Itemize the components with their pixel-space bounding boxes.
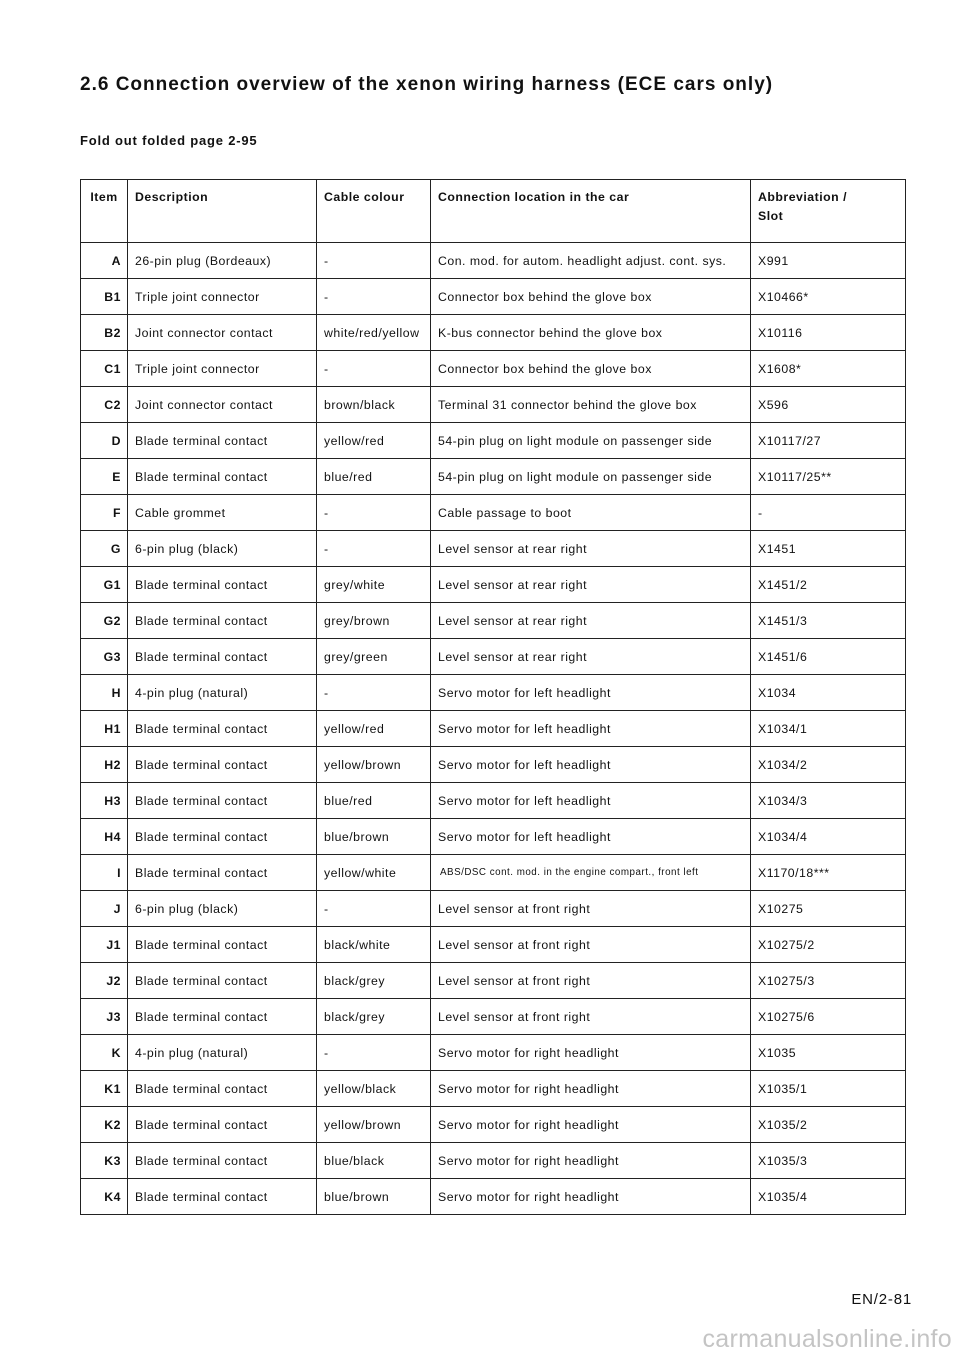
row-item: C2 (81, 387, 128, 423)
row-abbreviation: X1451 (751, 531, 906, 567)
row-location: Cable passage to boot (431, 495, 751, 531)
row-description: Blade terminal contact (128, 567, 317, 603)
row-description: Blade terminal contact (128, 711, 317, 747)
row-location: Servo motor for right headlight (431, 1071, 751, 1107)
row-cable-colour: black/grey (317, 963, 431, 999)
row-item: K4 (81, 1179, 128, 1215)
row-location: Servo motor for left headlight (431, 783, 751, 819)
header-cable-colour: Cable colour (317, 180, 431, 243)
row-abbreviation: X1034/1 (751, 711, 906, 747)
row-description: Blade terminal contact (128, 639, 317, 675)
row-cable-colour: blue/red (317, 459, 431, 495)
header-location: Connection location in the car (431, 180, 751, 243)
row-cable-colour: - (317, 279, 431, 315)
row-description: Blade terminal contact (128, 999, 317, 1035)
row-item: H1 (81, 711, 128, 747)
row-location: Connector box behind the glove box (431, 351, 751, 387)
row-item: A (81, 243, 128, 279)
table-row (81, 783, 906, 819)
row-cable-colour: - (317, 1035, 431, 1071)
row-item: F (81, 495, 128, 531)
row-abbreviation: X1034 (751, 675, 906, 711)
row-cable-colour: grey/green (317, 639, 431, 675)
row-item: G2 (81, 603, 128, 639)
row-item: J3 (81, 999, 128, 1035)
row-location: Level sensor at front right (431, 927, 751, 963)
row-item: G3 (81, 639, 128, 675)
row-description: Blade terminal contact (128, 783, 317, 819)
table-row (81, 1143, 906, 1179)
table-row (81, 963, 906, 999)
row-description: Blade terminal contact (128, 1107, 317, 1143)
header-description: Description (128, 180, 317, 243)
row-cable-colour: - (317, 243, 431, 279)
table-row (81, 1107, 906, 1143)
row-description: Blade terminal contact (128, 1179, 317, 1215)
header-abbreviation-line1: Abbreviation / (758, 190, 847, 204)
table-row (81, 819, 906, 855)
table-row (81, 639, 906, 675)
row-abbreviation: X1034/4 (751, 819, 906, 855)
row-location: Level sensor at front right (431, 999, 751, 1035)
row-abbreviation: X1170/18*** (751, 855, 906, 891)
row-item: K1 (81, 1071, 128, 1107)
row-cable-colour: blue/brown (317, 1179, 431, 1215)
row-location: Servo motor for right headlight (431, 1143, 751, 1179)
row-abbreviation: X1034/2 (751, 747, 906, 783)
row-description: Triple joint connector (128, 279, 317, 315)
row-description: Blade terminal contact (128, 927, 317, 963)
section-title: 2.6 Connection overview of the xenon wiring harness (ECE cars only) (80, 74, 774, 95)
row-abbreviation: X1035 (751, 1035, 906, 1071)
row-item: J (81, 891, 128, 927)
row-cable-colour: yellow/white (317, 855, 431, 891)
row-item: G (81, 531, 128, 567)
row-abbreviation: X991 (751, 243, 906, 279)
connection-table (80, 179, 906, 1215)
row-item: H4 (81, 819, 128, 855)
row-description: Blade terminal contact (128, 1143, 317, 1179)
table-body (81, 243, 906, 1215)
row-cable-colour: - (317, 531, 431, 567)
row-item: B2 (81, 315, 128, 351)
row-item: J1 (81, 927, 128, 963)
row-location: Connector box behind the glove box (431, 279, 751, 315)
row-item: E (81, 459, 128, 495)
table-row (81, 603, 906, 639)
row-abbreviation: X10275 (751, 891, 906, 927)
row-cable-colour: yellow/brown (317, 747, 431, 783)
row-description: 26-pin plug (Bordeaux) (128, 243, 317, 279)
row-item: K (81, 1035, 128, 1071)
row-item: H3 (81, 783, 128, 819)
table-row (81, 1179, 906, 1215)
row-item: I (81, 855, 128, 891)
table-row (81, 711, 906, 747)
row-cable-colour: grey/brown (317, 603, 431, 639)
table-row (81, 495, 906, 531)
row-description: 6-pin plug (black) (128, 891, 317, 927)
row-description: Blade terminal contact (128, 855, 317, 891)
table-header (81, 180, 906, 243)
row-location: 54-pin plug on light module on passenger side (431, 459, 751, 495)
row-cable-colour: black/white (317, 927, 431, 963)
row-item: G1 (81, 567, 128, 603)
row-abbreviation: X10275/2 (751, 927, 906, 963)
row-abbreviation: X1451/6 (751, 639, 906, 675)
row-abbreviation: X1034/3 (751, 783, 906, 819)
table-row (81, 891, 906, 927)
row-location: Level sensor at rear right (431, 603, 751, 639)
table-row (81, 675, 906, 711)
header-abbreviation (751, 180, 906, 243)
row-location: Level sensor at rear right (431, 567, 751, 603)
row-description: Cable grommet (128, 495, 317, 531)
row-item: J2 (81, 963, 128, 999)
row-cable-colour: - (317, 495, 431, 531)
row-description: Triple joint connector (128, 351, 317, 387)
table-row (81, 1071, 906, 1107)
row-description: Blade terminal contact (128, 423, 317, 459)
row-description: 4-pin plug (natural) (128, 675, 317, 711)
row-location: K-bus connector behind the glove box (431, 315, 751, 351)
row-location: Terminal 31 connector behind the glove box (431, 387, 751, 423)
row-location: Level sensor at rear right (431, 531, 751, 567)
row-abbreviation: X1035/3 (751, 1143, 906, 1179)
row-abbreviation: X10117/25** (751, 459, 906, 495)
table-header-row (81, 180, 906, 243)
table-row (81, 531, 906, 567)
row-abbreviation: X10466* (751, 279, 906, 315)
header-item: Item (81, 180, 128, 243)
row-location: Level sensor at front right (431, 891, 751, 927)
row-location: Level sensor at rear right (431, 639, 751, 675)
row-cable-colour: brown/black (317, 387, 431, 423)
page-number: EN/2-81 (851, 1291, 912, 1308)
row-location: Servo motor for left headlight (431, 819, 751, 855)
row-item: K3 (81, 1143, 128, 1179)
row-cable-colour: - (317, 891, 431, 927)
row-abbreviation: X10275/3 (751, 963, 906, 999)
row-cable-colour: yellow/brown (317, 1107, 431, 1143)
row-cable-colour: blue/black (317, 1143, 431, 1179)
row-location: Servo motor for left headlight (431, 675, 751, 711)
row-description: Blade terminal contact (128, 603, 317, 639)
row-description: 6-pin plug (black) (128, 531, 317, 567)
table-row (81, 567, 906, 603)
row-item: K2 (81, 1107, 128, 1143)
table-row (81, 279, 906, 315)
table-row (81, 747, 906, 783)
row-location: Con. mod. for autom. headlight adjust. cont. sys. (431, 243, 751, 279)
row-location: Level sensor at front right (431, 963, 751, 999)
row-cable-colour: yellow/red (317, 423, 431, 459)
row-abbreviation: X1451/3 (751, 603, 906, 639)
table-row (81, 351, 906, 387)
row-location: Servo motor for left headlight (431, 711, 751, 747)
row-abbreviation: X596 (751, 387, 906, 423)
table-row (81, 423, 906, 459)
row-location: Servo motor for left headlight (431, 747, 751, 783)
row-abbreviation: X10117/27 (751, 423, 906, 459)
row-item: D (81, 423, 128, 459)
row-item: C1 (81, 351, 128, 387)
row-cable-colour: grey/white (317, 567, 431, 603)
row-cable-colour: - (317, 351, 431, 387)
row-location: ABS/DSC cont. mod. in the engine compart., front left (431, 855, 751, 891)
row-cable-colour: black/grey (317, 999, 431, 1035)
table-row (81, 1035, 906, 1071)
row-cable-colour: yellow/black (317, 1071, 431, 1107)
row-cable-colour: blue/red (317, 783, 431, 819)
row-abbreviation: X1035/1 (751, 1071, 906, 1107)
row-abbreviation: X10116 (751, 315, 906, 351)
table-row (81, 855, 906, 891)
row-item: B1 (81, 279, 128, 315)
row-description: Blade terminal contact (128, 747, 317, 783)
row-location: Servo motor for right headlight (431, 1107, 751, 1143)
row-location: Servo motor for right headlight (431, 1179, 751, 1215)
row-location: Servo motor for right headlight (431, 1035, 751, 1071)
row-abbreviation: X1608* (751, 351, 906, 387)
table-row (81, 315, 906, 351)
table-row (81, 387, 906, 423)
row-description: Blade terminal contact (128, 819, 317, 855)
row-description: Blade terminal contact (128, 1071, 317, 1107)
row-description: Joint connector contact (128, 315, 317, 351)
row-abbreviation: X10275/6 (751, 999, 906, 1035)
row-item: H2 (81, 747, 128, 783)
section-subtitle: Fold out folded page 2-95 (80, 133, 258, 148)
row-description: 4-pin plug (natural) (128, 1035, 317, 1071)
row-location: 54-pin plug on light module on passenger side (431, 423, 751, 459)
row-cable-colour: - (317, 675, 431, 711)
row-cable-colour: white/red/yellow (317, 315, 431, 351)
row-abbreviation: X1451/2 (751, 567, 906, 603)
row-description: Blade terminal contact (128, 963, 317, 999)
table-row (81, 999, 906, 1035)
row-cable-colour: blue/brown (317, 819, 431, 855)
header-abbreviation-line2: Slot (758, 209, 784, 223)
table-row (81, 459, 906, 495)
table-row (81, 927, 906, 963)
row-cable-colour: yellow/red (317, 711, 431, 747)
row-abbreviation: - (751, 495, 906, 531)
table-row (81, 243, 906, 279)
row-description: Joint connector contact (128, 387, 317, 423)
watermark: carmanualsonline.info (702, 1325, 952, 1353)
row-item: H (81, 675, 128, 711)
row-abbreviation: X1035/4 (751, 1179, 906, 1215)
row-abbreviation: X1035/2 (751, 1107, 906, 1143)
row-description: Blade terminal contact (128, 459, 317, 495)
